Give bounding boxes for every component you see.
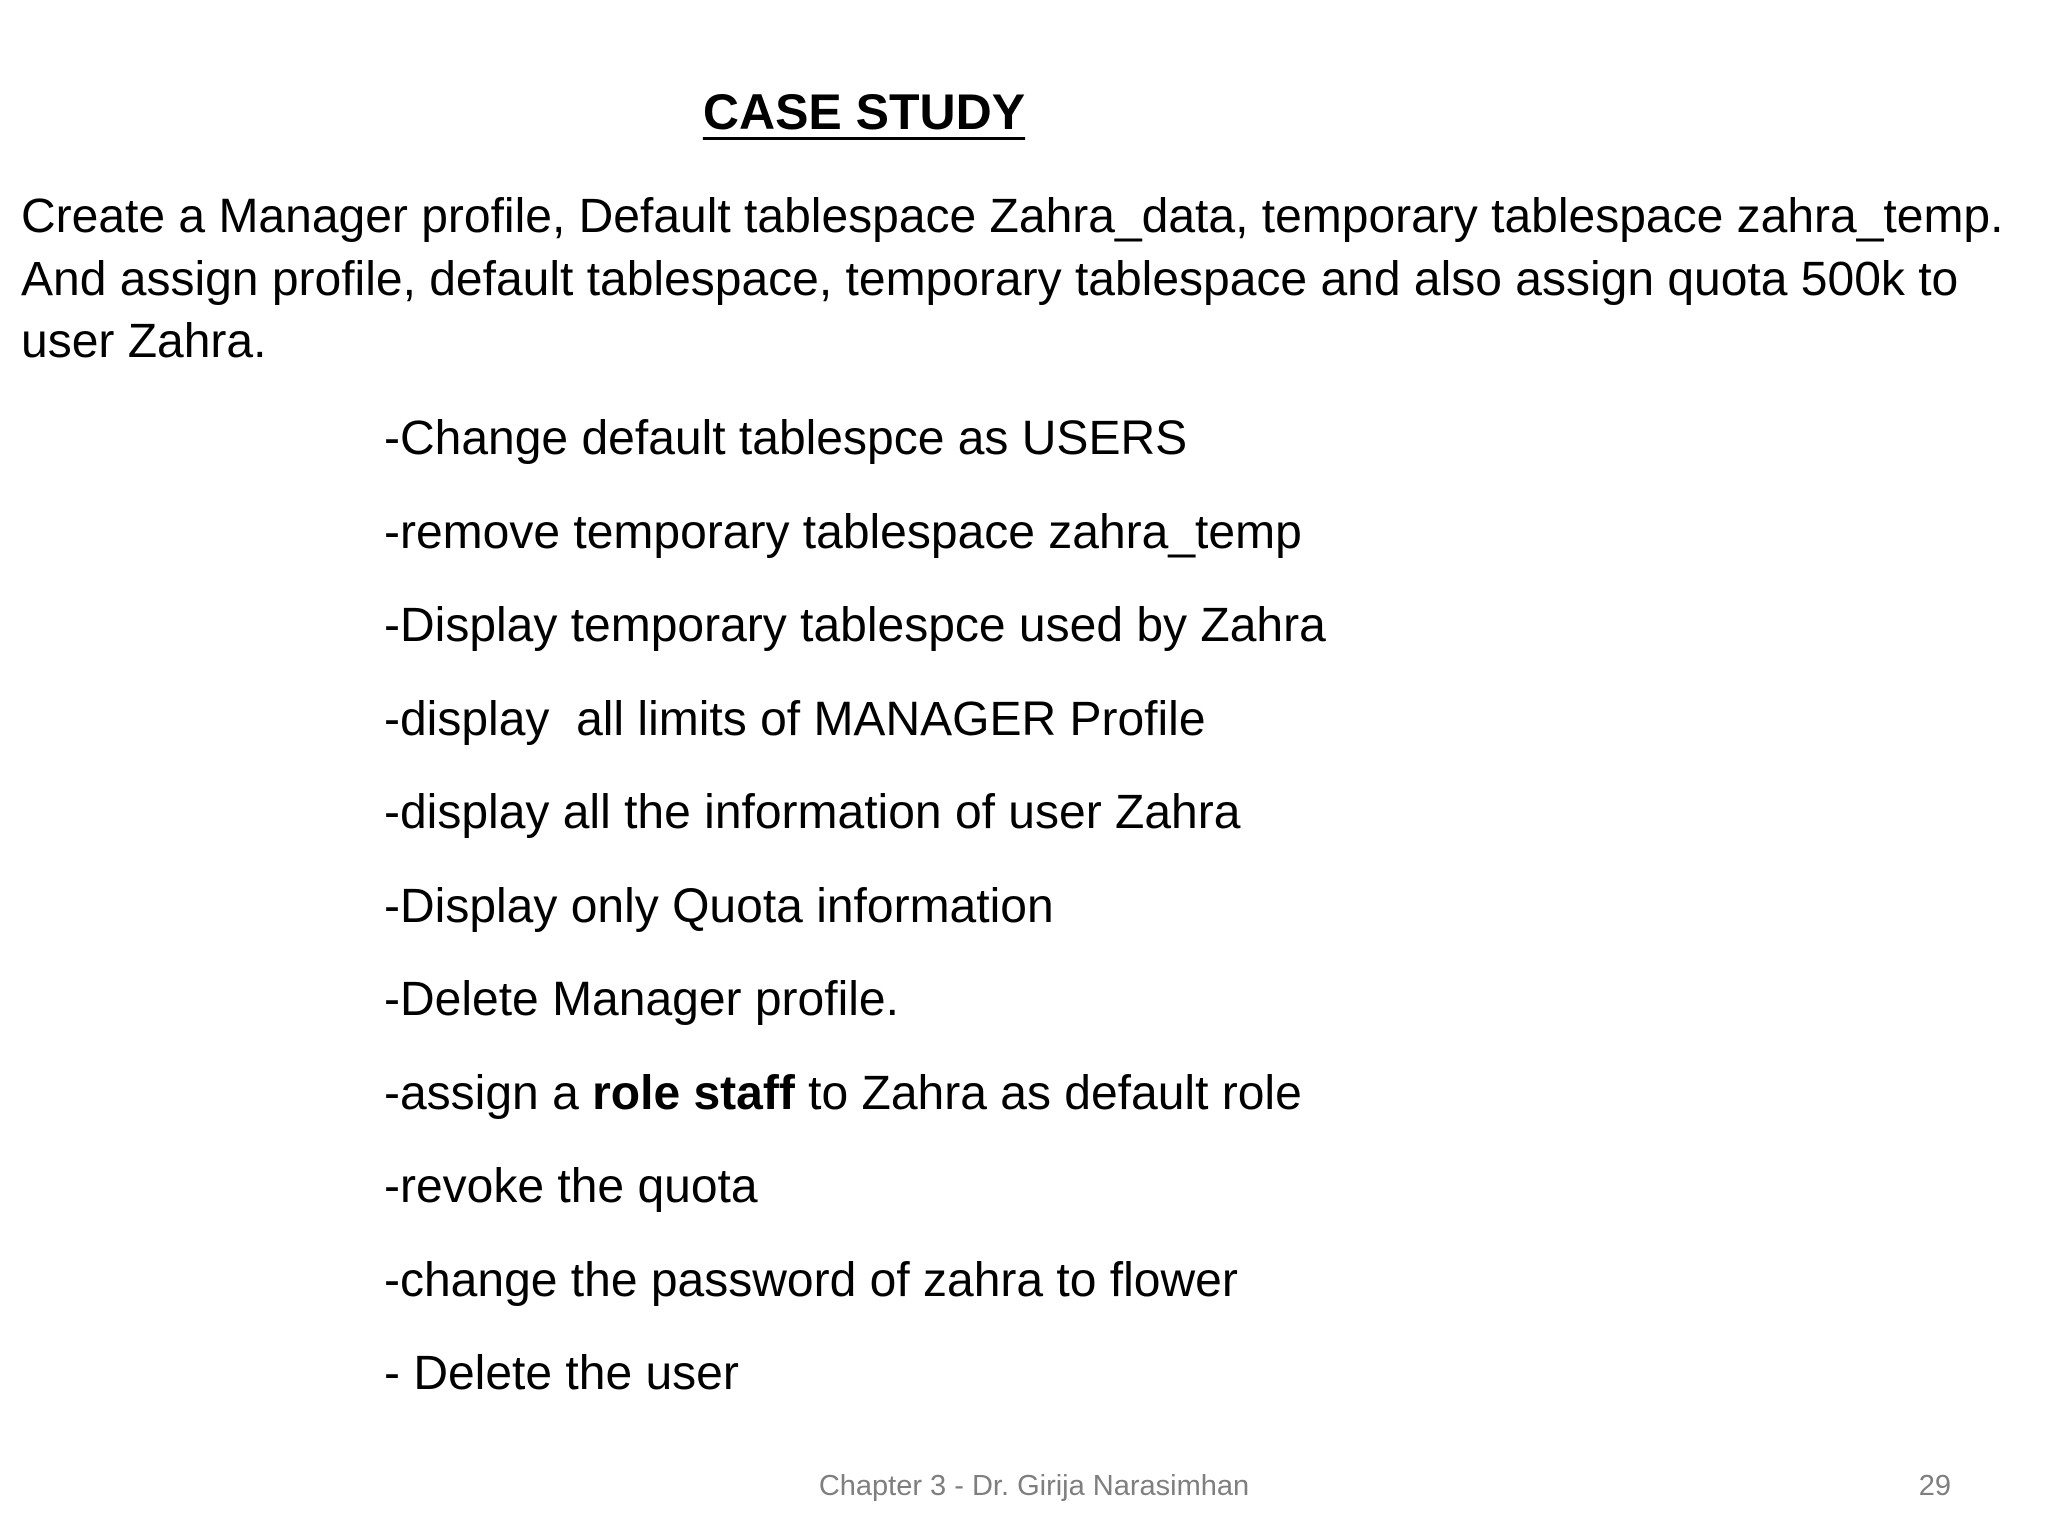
task-item: -display all limits of MANAGER Profile [384,692,1206,746]
task-item [384,1063,1984,1157]
task-item: -remove temporary tablespace zahra_temp [384,505,1302,559]
task-text: to Zahra as default role [794,1066,1302,1120]
page-number: 29 [1918,1470,1951,1502]
slide-title: CASE STUDY [702,84,1026,140]
task-bold-text: role staff [592,1066,795,1120]
task-item: -Change default tablespce as USERS [384,412,1188,465]
task-text: -assign a [384,1066,593,1120]
task-item: -revoke the quota [384,1160,758,1213]
task-item: - Delete the user [384,1347,739,1400]
slide-footer: Chapter 3 - Dr. Girija Narasimhan [818,1470,1250,1502]
task-item: -Display only Quota information [384,879,1054,933]
task-list [384,408,1984,1437]
task-item: -display all the information of user Zahra [384,786,1241,839]
task-item: -Display temporary tablespce used by Zahra [384,599,1326,652]
intro-paragraph: Create a Manager profile, Default tablespace Zahra_data, temporary tablespace zahra_temp. And assign profile, default tablespace, temporary tablespace and also assign quota 500k to user Zahra. [21,190,2004,368]
task-item: -Delete Manager profile. [384,973,899,1026]
task-item: -change the password of zahra to flower [384,1253,1238,1307]
